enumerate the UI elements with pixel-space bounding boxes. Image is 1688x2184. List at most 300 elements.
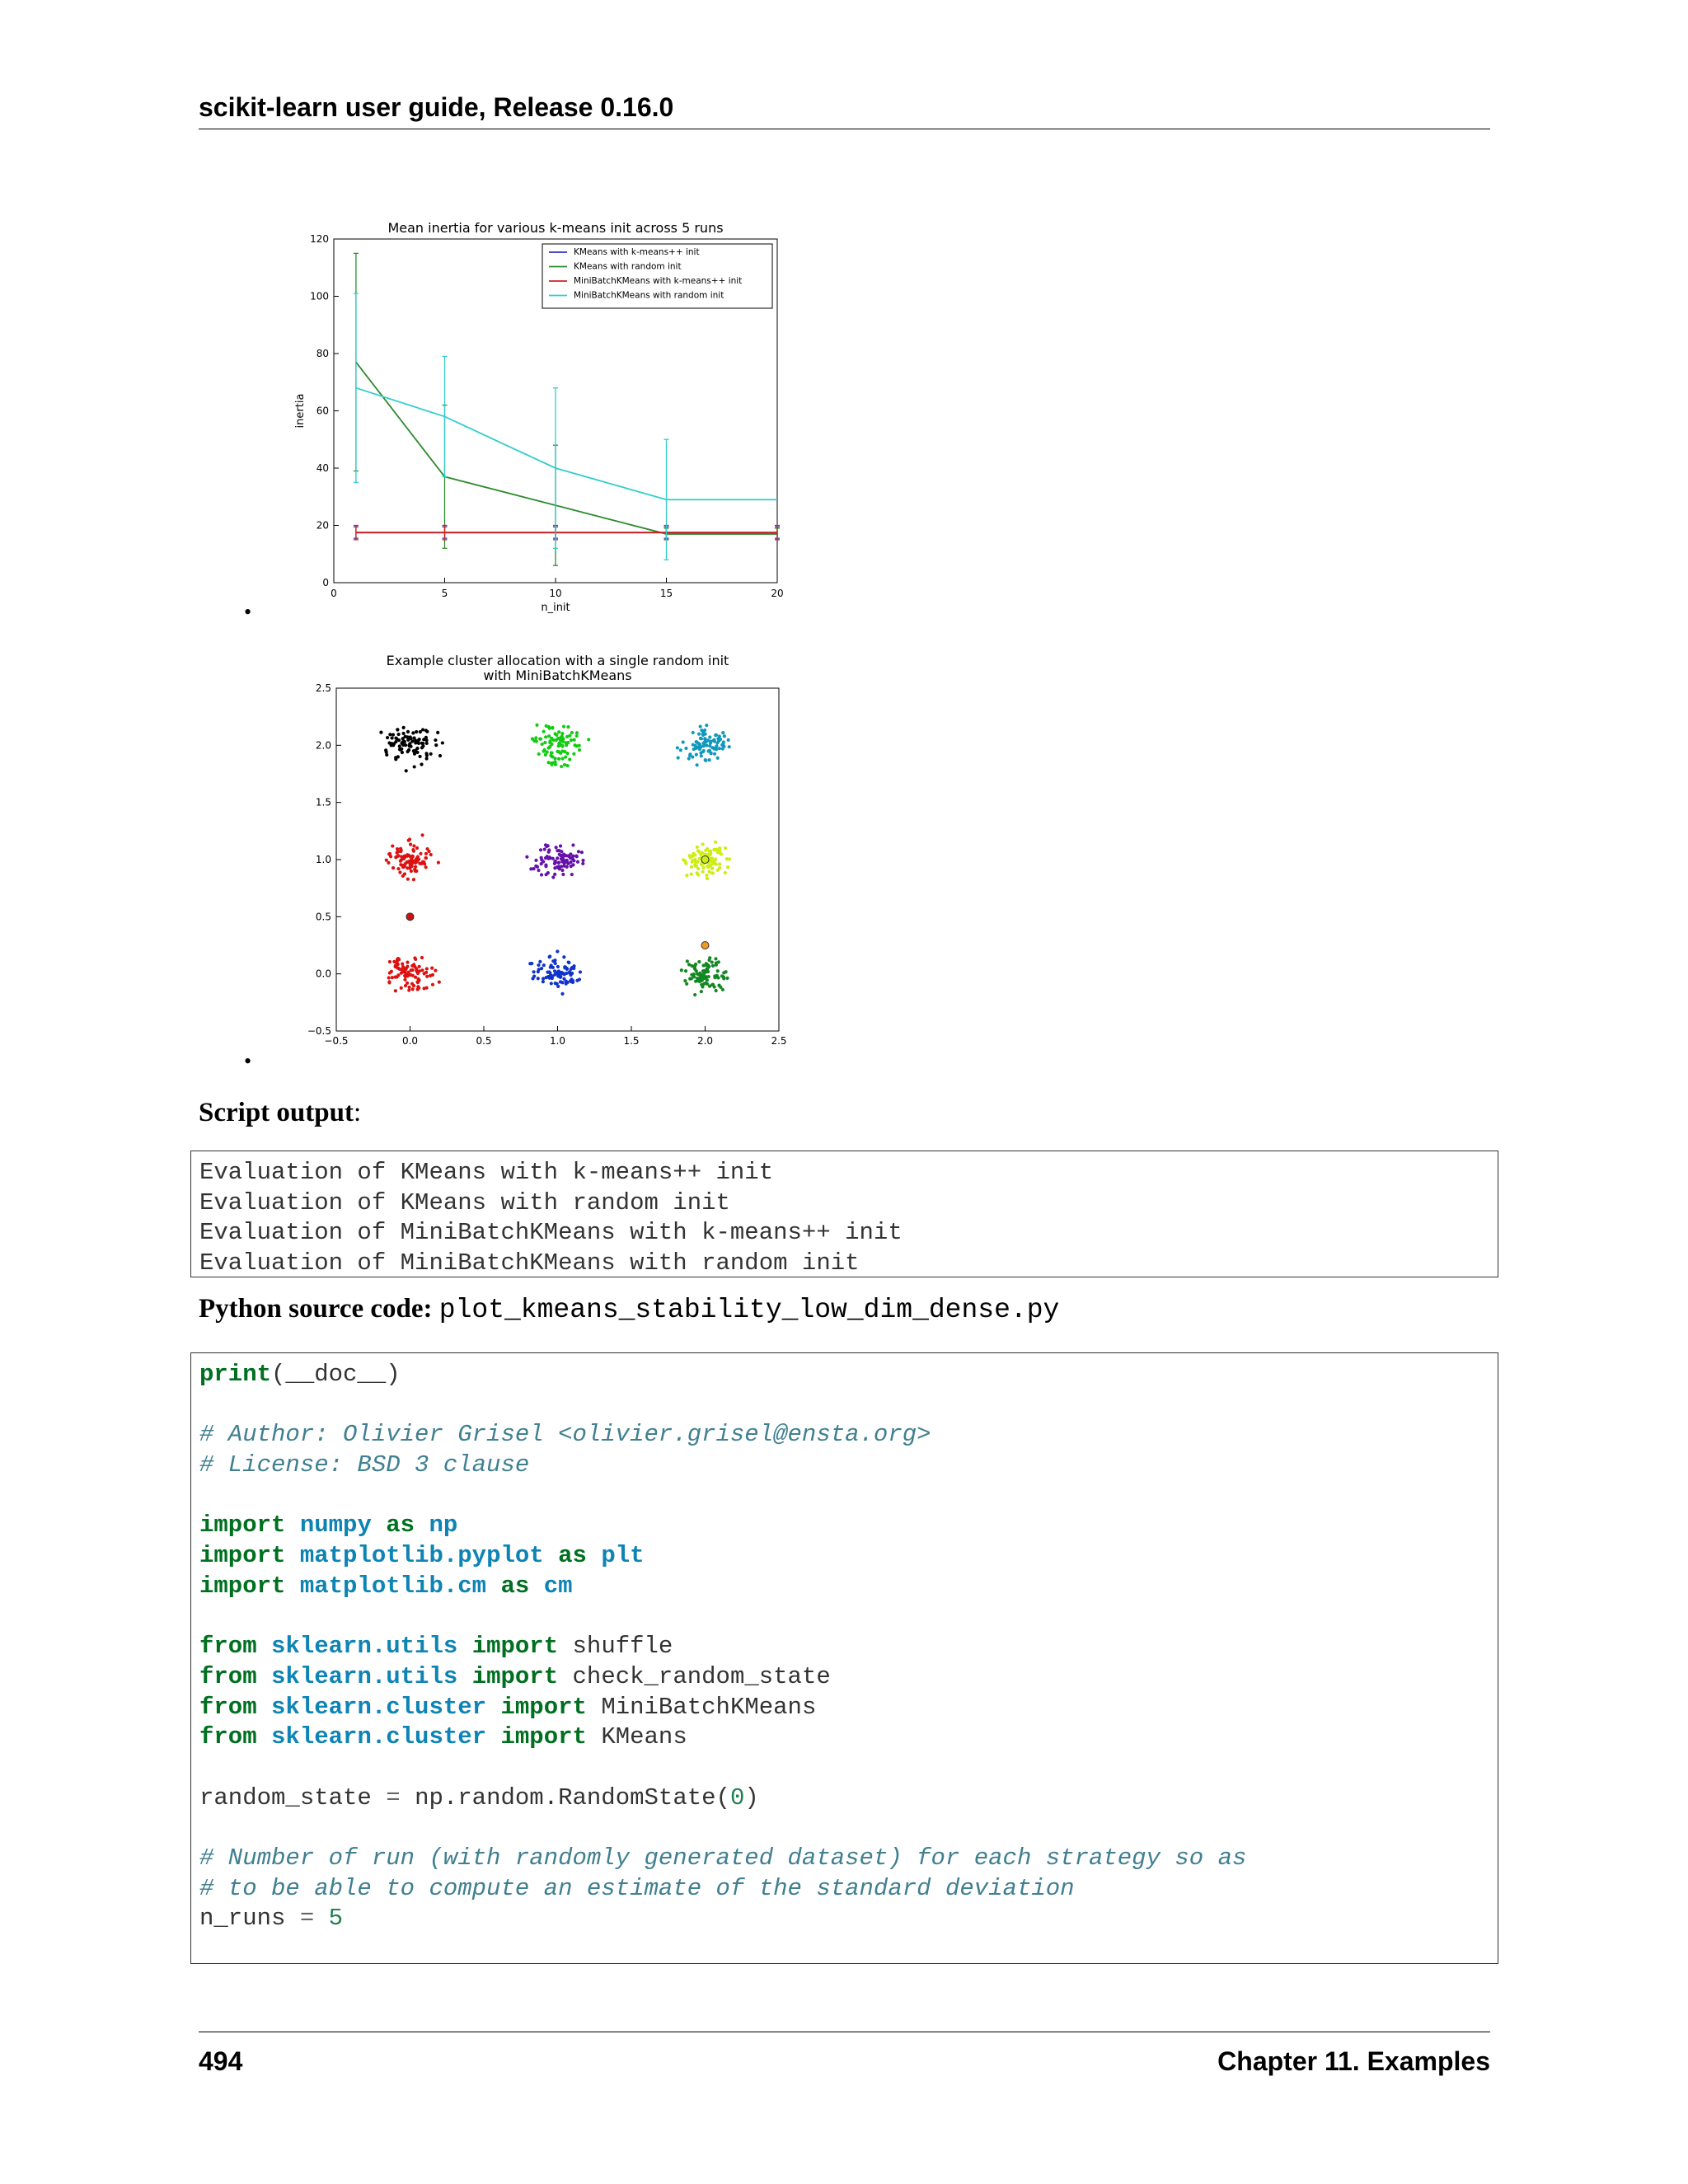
data-point: [564, 854, 567, 857]
data-point: [407, 743, 410, 747]
data-point: [557, 757, 560, 761]
source-label: Python source code: plot_kmeans_stability_low_dim_dense.py: [199, 1294, 1060, 1325]
data-point: [564, 755, 567, 758]
data-point: [431, 973, 434, 977]
data-point: [408, 861, 411, 865]
data-point: [581, 862, 584, 865]
data-point: [542, 963, 546, 967]
data-point: [399, 860, 402, 863]
code-line: from sklearn.utils import shuffle: [199, 1633, 673, 1661]
data-point: [544, 863, 547, 866]
data-point: [560, 732, 564, 735]
data-point: [700, 729, 703, 732]
data-point: [701, 842, 704, 846]
data-point: [557, 860, 560, 864]
code-line: # Author: Olivier Grisel <olivier.grisel@ensta.org>: [199, 1421, 931, 1449]
data-point: [406, 866, 409, 869]
data-point: [560, 869, 564, 872]
data-point: [395, 961, 398, 964]
data-point: [697, 851, 701, 854]
code-line: from sklearn.cluster import MiniBatchKMeans: [199, 1693, 817, 1721]
data-point: [547, 857, 551, 860]
data-point: [576, 860, 579, 864]
data-point: [434, 969, 437, 972]
data-point: [697, 733, 701, 736]
y-tick-label: 120: [310, 233, 329, 245]
y-tick-label: 40: [316, 462, 329, 474]
data-point: [578, 977, 581, 981]
data-point: [721, 731, 724, 734]
data-point: [415, 846, 419, 850]
data-point: [397, 967, 401, 970]
data-point: [544, 873, 547, 876]
data-point: [415, 860, 418, 864]
data-point: [556, 750, 559, 753]
data-point: [403, 978, 406, 982]
data-point: [420, 956, 424, 959]
data-point: [700, 990, 703, 993]
data-point: [694, 963, 697, 966]
data-point: [434, 743, 438, 747]
data-point: [690, 977, 693, 980]
data-point: [693, 966, 696, 969]
data-point: [703, 729, 706, 732]
data-point: [560, 757, 564, 760]
code-line: # to be able to compute an estimate of the standard deviation: [199, 1874, 1075, 1902]
data-point: [687, 757, 691, 760]
source-filename: plot_kmeans_stability_low_dim_dense.py: [438, 1295, 1060, 1325]
data-point: [532, 970, 535, 973]
y-tick-label: 0.5: [315, 911, 331, 923]
data-point: [559, 752, 562, 755]
data-point: [425, 967, 429, 970]
y-tick-label: 0: [322, 577, 329, 588]
data-point: [715, 733, 718, 737]
output-line: Evaluation of MiniBatchKMeans with random init: [199, 1249, 860, 1277]
data-point: [570, 873, 574, 876]
data-point: [391, 976, 394, 979]
data-point: [684, 969, 687, 972]
chart-title: with MiniBatchKMeans: [483, 668, 632, 683]
data-point: [696, 871, 699, 874]
data-point: [540, 967, 543, 970]
data-point: [573, 738, 576, 742]
data-point: [406, 878, 410, 881]
data-point: [692, 748, 696, 751]
data-point: [398, 870, 401, 874]
data-point: [720, 974, 724, 977]
data-point: [400, 987, 403, 990]
data-point: [405, 769, 408, 772]
data-point: [691, 755, 694, 758]
data-point: [700, 983, 703, 987]
data-point: [406, 730, 410, 733]
data-point: [556, 965, 560, 968]
data-point: [693, 993, 696, 996]
data-point: [438, 754, 442, 757]
data-point: [425, 754, 429, 757]
data-point: [379, 731, 382, 734]
data-point: [424, 856, 428, 860]
data-point: [400, 855, 403, 858]
data-point: [683, 979, 687, 982]
data-point: [724, 871, 727, 874]
data-point: [568, 733, 571, 737]
data-point: [410, 982, 414, 986]
data-point: [410, 968, 414, 972]
data-point: [556, 949, 559, 953]
output-line: Evaluation of MiniBatchKMeans with k-means++ init: [199, 1219, 903, 1247]
data-point: [698, 979, 701, 982]
data-point: [546, 761, 550, 764]
data-point: [563, 763, 566, 766]
data-point: [401, 865, 405, 869]
cluster-center: [406, 913, 414, 921]
output-line: Evaluation of KMeans with k-means++ init: [199, 1159, 774, 1186]
legend-entry: KMeans with random init: [574, 261, 682, 272]
data-point: [406, 735, 409, 738]
data-point: [565, 860, 569, 863]
data-point: [411, 987, 415, 991]
data-point: [559, 980, 562, 983]
data-point: [394, 989, 397, 992]
data-point: [715, 961, 718, 964]
data-point: [385, 753, 388, 757]
data-point: [715, 989, 718, 992]
data-point: [554, 757, 557, 760]
code-line: from sklearn.utils import check_random_state: [199, 1662, 831, 1690]
data-point: [559, 844, 562, 847]
data-point: [727, 738, 730, 742]
data-point: [697, 960, 701, 963]
x-axis-label: n_init: [541, 602, 570, 614]
data-point: [401, 963, 404, 966]
data-point: [549, 754, 552, 757]
data-point: [715, 863, 718, 866]
data-point: [541, 743, 544, 746]
data-point: [542, 980, 545, 983]
data-point: [566, 764, 570, 767]
data-point: [726, 865, 729, 869]
data-point: [569, 860, 572, 864]
data-point: [534, 859, 537, 862]
data-point: [413, 738, 416, 742]
data-point: [728, 745, 731, 748]
data-point: [698, 748, 701, 751]
data-point: [398, 748, 401, 751]
data-point: [560, 972, 564, 975]
data-point: [387, 852, 391, 855]
data-point: [551, 959, 555, 963]
data-point: [441, 741, 444, 744]
data-point: [420, 833, 424, 837]
data-point: [722, 745, 725, 748]
data-point: [562, 724, 565, 728]
data-point: [706, 877, 709, 880]
x-tick-label: 1.0: [549, 1035, 566, 1047]
data-point: [705, 874, 708, 877]
chart-title: Example cluster allocation with a single random init: [386, 653, 729, 668]
x-tick-label: 0.0: [401, 1035, 419, 1047]
data-point: [692, 743, 695, 747]
data-point: [419, 730, 422, 733]
data-point: [685, 982, 688, 986]
data-point: [411, 848, 415, 851]
y-tick-label: 2.0: [315, 739, 331, 752]
data-point: [575, 731, 579, 734]
data-point: [571, 863, 574, 866]
data-point: [559, 975, 562, 978]
data-point: [718, 734, 721, 738]
data-point: [411, 974, 415, 977]
data-point: [540, 873, 543, 876]
data-point: [415, 969, 419, 972]
data-point: [402, 726, 406, 729]
data-point: [525, 855, 528, 859]
data-point: [429, 752, 433, 756]
code-line: from sklearn.cluster import KMeans: [199, 1723, 687, 1751]
data-point: [401, 732, 405, 735]
data-point: [580, 851, 584, 854]
script-output-label: Script output:: [199, 1098, 362, 1127]
data-point: [438, 981, 441, 984]
data-point: [550, 751, 553, 754]
data-point: [556, 856, 559, 860]
data-point: [688, 854, 692, 857]
data-point: [544, 856, 547, 860]
data-point: [546, 970, 549, 973]
x-tick-label: 5: [441, 588, 448, 599]
data-point: [710, 983, 714, 987]
data-point: [676, 746, 679, 749]
data-point: [575, 855, 579, 858]
data-point: [415, 730, 418, 733]
data-point: [544, 753, 547, 757]
data-point: [424, 865, 428, 869]
data-point: [395, 855, 398, 859]
data-point: [695, 969, 698, 972]
data-point: [388, 971, 392, 974]
data-point: [542, 977, 545, 980]
data-point: [415, 747, 419, 750]
data-point: [548, 955, 551, 958]
data-point: [540, 856, 543, 860]
data-point: [437, 861, 440, 865]
data-point: [710, 960, 714, 963]
data-point: [713, 974, 716, 977]
data-point: [708, 749, 711, 752]
data-point: [566, 725, 570, 729]
data-point: [412, 844, 415, 847]
code-line: import matplotlib.pyplot as plt: [199, 1542, 645, 1570]
data-point: [705, 968, 708, 971]
data-point: [394, 736, 397, 739]
data-point: [693, 858, 696, 861]
data-point: [704, 733, 707, 736]
data-point: [421, 742, 424, 745]
data-point: [555, 846, 558, 849]
y-tick-label: 1.5: [315, 796, 331, 808]
data-point: [530, 962, 533, 965]
data-point: [725, 977, 729, 980]
data-point: [706, 963, 710, 967]
data-point: [719, 986, 722, 989]
script-output-box: [190, 1151, 1498, 1277]
inertia-chart: [280, 214, 799, 626]
data-point: [711, 964, 715, 968]
data-point: [712, 748, 715, 751]
data-point: [392, 866, 395, 869]
data-point: [534, 736, 537, 739]
data-point: [565, 752, 569, 755]
y-tick-label: 1.0: [315, 854, 331, 865]
data-point: [575, 734, 579, 738]
data-point: [434, 738, 437, 742]
data-point: [413, 765, 416, 768]
data-point: [713, 752, 716, 756]
code-line-blank: [199, 1390, 1489, 1421]
data-point: [388, 733, 392, 736]
data-point: [565, 972, 568, 975]
series-line: [356, 362, 777, 534]
data-point: [710, 866, 714, 869]
x-tick-label: 0: [331, 588, 337, 599]
data-point: [416, 985, 420, 988]
data-point: [704, 739, 707, 743]
data-point: [557, 730, 560, 733]
output-line: Evaluation of KMeans with random init: [199, 1188, 730, 1216]
data-point: [696, 846, 699, 849]
data-point: [556, 865, 560, 869]
data-point: [415, 869, 418, 873]
data-point: [537, 963, 540, 967]
data-point: [716, 969, 720, 972]
data-point: [551, 726, 554, 729]
data-point: [406, 982, 409, 985]
data-point: [724, 970, 728, 973]
data-point: [410, 855, 414, 858]
data-point: [578, 748, 581, 752]
x-tick-label: 0.5: [476, 1035, 492, 1047]
data-point: [425, 987, 429, 990]
data-point: [420, 968, 424, 972]
data-point: [545, 724, 548, 728]
code-line: print(__doc__): [199, 1361, 401, 1388]
data-point: [718, 747, 721, 750]
data-point: [705, 743, 708, 747]
y-tick-label: 0.0: [315, 968, 331, 980]
data-point: [716, 869, 720, 872]
data-point: [403, 970, 406, 973]
data-point: [424, 852, 428, 855]
source-code-box: [190, 1352, 1498, 1964]
data-point: [715, 848, 718, 851]
data-point: [542, 860, 545, 863]
data-point: [391, 844, 394, 847]
data-point: [551, 966, 555, 969]
data-point: [706, 847, 709, 851]
data-point: [550, 982, 553, 985]
data-point: [400, 742, 403, 745]
data-point: [551, 857, 555, 860]
data-point: [387, 976, 391, 979]
running-header: scikit-learn user guide, Release 0.16.0: [199, 92, 674, 122]
data-point: [401, 737, 405, 740]
data-point: [425, 730, 429, 733]
code-line-blank: [199, 1813, 1489, 1844]
data-point: [559, 743, 562, 746]
data-point: [699, 737, 702, 740]
data-point: [547, 851, 551, 854]
code-line: # Number of run (with randomly generated dataset) for each strategy so as: [199, 1844, 1247, 1872]
data-point: [567, 960, 570, 963]
data-point: [396, 728, 399, 731]
data-point: [704, 758, 707, 762]
data-point: [425, 757, 429, 760]
data-point: [570, 731, 574, 734]
data-point: [556, 985, 560, 988]
data-point: [560, 765, 563, 768]
data-point: [396, 867, 400, 870]
data-point: [687, 963, 691, 966]
data-point: [407, 988, 410, 991]
data-point: [692, 731, 695, 734]
data-point: [419, 852, 422, 855]
data-point: [553, 873, 556, 876]
data-point: [429, 853, 433, 856]
data-point: [529, 867, 532, 870]
x-tick-label: 1.5: [623, 1035, 640, 1047]
data-point: [556, 972, 559, 975]
data-point: [581, 859, 584, 862]
data-point: [695, 753, 698, 757]
data-point: [699, 724, 702, 728]
x-tick-label: 15: [659, 588, 673, 599]
code-line: import numpy as np: [199, 1511, 458, 1540]
data-point: [554, 982, 557, 985]
data-point: [425, 975, 429, 978]
data-point: [714, 841, 717, 844]
data-point: [693, 853, 696, 856]
data-point: [587, 738, 590, 741]
y-tick-label: 20: [316, 519, 329, 532]
data-point: [408, 986, 411, 989]
data-point: [704, 982, 707, 985]
code-line: random_state = np.random.RandomState(0): [199, 1783, 759, 1811]
data-point: [561, 738, 565, 741]
data-point: [413, 965, 416, 968]
data-point: [396, 958, 399, 961]
data-point: [431, 983, 434, 987]
data-point: [570, 738, 573, 742]
data-point: [719, 738, 722, 741]
data-point: [548, 739, 551, 743]
data-point: [716, 976, 720, 979]
data-point: [411, 731, 415, 734]
data-point: [418, 965, 421, 968]
data-point: [553, 732, 556, 735]
data-point: [531, 977, 534, 980]
data-point: [573, 743, 576, 747]
data-point: [692, 972, 696, 976]
data-point: [712, 738, 715, 742]
bullet-1: •: [244, 600, 252, 624]
code-line: n_runs = 5: [199, 1905, 344, 1933]
data-point: [406, 961, 409, 964]
data-point: [701, 744, 705, 748]
data-point: [707, 758, 710, 762]
data-point: [547, 746, 551, 749]
